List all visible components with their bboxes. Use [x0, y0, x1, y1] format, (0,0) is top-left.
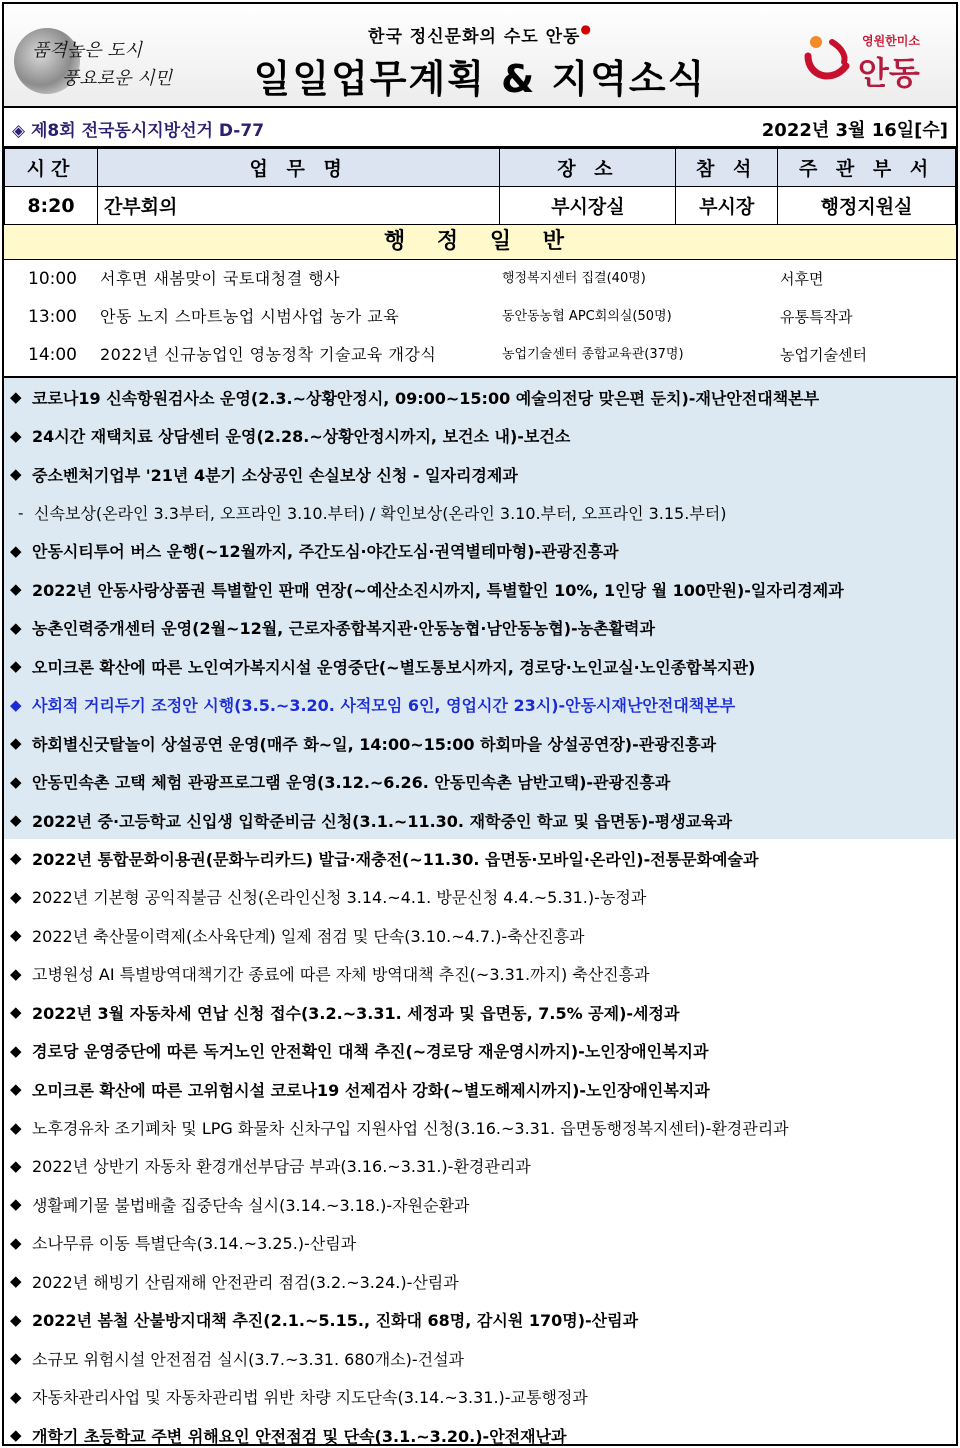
- slogan-line-2: 풍요로운 시민: [62, 68, 173, 89]
- diamond-bullet-icon: ◆: [10, 618, 22, 637]
- list-item: [4, 839, 956, 877]
- diamond-bullet-icon: ◆: [10, 1387, 22, 1406]
- notice-text: 안동민속촌 고택 체험 관광프로그램 운영(3.12.~6.26. 안동민속촌 남반고택)-관광진흥과: [32, 773, 671, 793]
- diamond-bullet-icon: ◆: [10, 388, 22, 407]
- list-item: [4, 647, 956, 685]
- list-item: [4, 1031, 956, 1069]
- notice-text: 신속보상(온라인 3.3부터, 오프라인 3.10.부터) / 확인보상(온라인 3.10.부터, 오프라인 3.15.부터): [34, 504, 727, 524]
- list-item: [4, 993, 956, 1031]
- notice-text: 2022년 기본형 공익직불금 신청(온라인신청 3.14.~4.1. 방문신청 4.4.~5.31.)-농정과: [32, 888, 647, 908]
- schedule-dept: 농업기술센터: [780, 346, 867, 364]
- schedule-place: 동안동농협 APC회의실(50명): [502, 309, 672, 324]
- list-item: [4, 1377, 956, 1415]
- list-item: [4, 1416, 956, 1446]
- diamond-bullet-icon: ◆: [10, 849, 22, 868]
- info-row: [4, 108, 956, 148]
- notice-text: 소규모 위험시설 안전점검 실시(3.7.~3.31. 680개소)-건설과: [32, 1349, 464, 1369]
- header-attendee: 참 석: [676, 149, 778, 187]
- list-item: [4, 609, 956, 647]
- diamond-bullet-icon: ◆: [10, 772, 22, 791]
- cell-time: 8:20: [5, 187, 98, 225]
- notice-text: 2022년 3월 자동차세 연납 신청 접수(3.2.~3.31. 세정과 및 읍면동, 7.5% 공제)-세정과: [32, 1003, 680, 1023]
- list-item: [4, 416, 956, 454]
- notice-text: 2022년 축산물이력제(소사육단계) 일제 점검 및 단속(3.10.~4.7.)-축산진흥과: [32, 926, 585, 946]
- diamond-bullet-icon: ◆: [10, 465, 22, 484]
- schedule-item: [4, 298, 956, 336]
- header: [4, 4, 956, 108]
- diamond-bullet-icon: ◆: [10, 964, 22, 983]
- diamond-bullet-icon: ◆: [10, 1003, 22, 1022]
- list-item: [4, 1108, 956, 1146]
- schedule-time: 14:00: [28, 345, 77, 365]
- list-item: [4, 724, 956, 762]
- notice-text: 경로당 운영중단에 따른 독거노인 안전확인 대책 추진(~경로당 재운영시까지)-노인장애인복지과: [32, 1042, 709, 1062]
- election-countdown: ◈ 제8회 전국동시지방선거 D-77: [12, 121, 265, 141]
- notice-text: 고병원성 AI 특별방역대책기간 종료에 따른 자체 방역대책 추진(~3.31.까지) 축산진흥과: [32, 965, 650, 985]
- notice-text: 24시간 재택치료 상담센터 운영(2.28.~상황안정시까지, 보건소 내)-보건소: [32, 427, 571, 447]
- red-dot-icon: ●: [580, 22, 592, 36]
- list-item: [4, 532, 956, 570]
- schedule-dept: 유통특작과: [780, 308, 853, 326]
- cell-place: 부시장실: [500, 187, 676, 225]
- list-item: [4, 378, 956, 416]
- schedule-task: 2022년 신규농업인 영농정착 기술교육 개강식: [100, 345, 437, 364]
- cell-dept: 행정지원실: [778, 187, 956, 225]
- notice-text: 자동차관리사업 및 자동차관리법 위반 차량 지도단속(3.14.~3.31.)-교통행정과: [32, 1388, 588, 1408]
- list-item: [4, 916, 956, 954]
- diamond-bullet-icon: ◆: [10, 887, 22, 906]
- diamond-bullet-icon: ◆: [10, 426, 22, 445]
- table-header-row: [5, 149, 956, 187]
- list-item: [4, 1147, 956, 1185]
- diamond-bullet-icon: ◆: [10, 580, 22, 599]
- diamond-bullet-icon: ◆: [10, 1233, 22, 1252]
- diamond-bullet-icon: ◆: [10, 926, 22, 945]
- schedule-place: 행정복지센터 집결(40명): [502, 271, 646, 286]
- slogan-line-1: 품격높은 도시: [32, 40, 143, 61]
- diamond-bullet-icon: ◆: [10, 1195, 22, 1214]
- diamond-bullet-icon: ◆: [10, 695, 22, 714]
- diamond-bullet-icon: ◆: [10, 1272, 22, 1291]
- list-item: [4, 1185, 956, 1223]
- list-item: [4, 1070, 956, 1108]
- notice-text: 노후경유차 조기폐차 및 LPG 화물차 신차구입 지원사업 신청(3.16.~3.31. 읍면동행정복지센터)-환경관리과: [32, 1119, 789, 1139]
- header-time: 시간: [5, 149, 98, 187]
- diamond-bullet-icon: ◆: [10, 541, 22, 560]
- schedule-dept: 서후면: [780, 270, 824, 288]
- dash-bullet-icon: -: [18, 503, 24, 522]
- notice-text: 오미크론 확산에 따른 노인여가복지시설 운영중단(~별도통보시까지, 경로당·노인교실·노인종합복지관): [32, 657, 756, 677]
- section-title: 행 정 일 반: [4, 224, 956, 260]
- diamond-bullet-icon: ◆: [10, 657, 22, 676]
- list-item: [4, 1262, 956, 1300]
- list-item: [4, 455, 956, 493]
- diamond-bullet-icon: ◆: [10, 1041, 22, 1060]
- header-task: 업 무 명: [97, 149, 500, 187]
- notice-text: 2022년 봄철 산불방지대책 추진(2.1.~5.15., 진화대 68명, 감시원 170명)-산림과: [32, 1311, 639, 1331]
- notice-text: 사회적 거리두기 조정안 시행(3.5.~3.20. 사적모임 6인, 영업시간 23시)-안동시재난안전대책본부: [32, 696, 736, 716]
- list-item: [4, 570, 956, 608]
- header-dept: 주 관 부 서: [778, 149, 956, 187]
- notice-list: [4, 378, 956, 1446]
- notice-text: 개학기 초등학교 주변 위해요인 안전점검 및 단속(3.1.~3.20.)-안전재난과: [32, 1426, 567, 1446]
- schedule-time: 10:00: [28, 269, 77, 289]
- document-frame: [2, 2, 958, 1446]
- subtitle-text: 한국 정신문화의 수도 안동: [368, 27, 581, 47]
- notice-text: 소나무류 이동 특별단속(3.14.~3.25.)-산림과: [32, 1234, 357, 1254]
- list-item: [4, 1301, 956, 1339]
- notice-text: 코로나19 신속항원검사소 운영(2.3.~상황안정시, 09:00~15:00 예술의전당 맞은편 둔치)-재난안전대책본부: [32, 388, 820, 408]
- diamond-bullet-icon: ◆: [10, 1156, 22, 1175]
- notice-text: 2022년 안동사랑상품권 특별할인 판매 연장(~예산소진시까지, 특별할인 10%, 1인당 월 100만원)-일자리경제과: [32, 580, 844, 600]
- diamond-bullet-icon: ◆: [10, 1426, 22, 1445]
- diamond-bullet-icon: ◆: [10, 734, 22, 753]
- notice-text: 2022년 해빙기 산림재해 안전관리 점검(3.2.~3.24.)-산림과: [32, 1272, 459, 1292]
- schedule-item: [4, 260, 956, 298]
- document-date: 2022년 3월 16일[수]: [761, 120, 948, 141]
- notice-text: 농촌인력중개센터 운영(2월~12월, 근로자종합복지관·안동농협·남안동농협)-농촌활력과: [32, 619, 655, 639]
- schedule-task: 안동 노지 스마트농업 시범사업 농가 교육: [100, 307, 400, 326]
- notice-text: 중소벤처기업부 '21년 4분기 소상공인 손실보상 신청 - 일자리경제과: [32, 465, 518, 485]
- notice-text: 2022년 중·고등학교 신입생 입학준비금 신청(3.1.~11.30. 재학중인 학교 및 읍면동)-평생교육과: [32, 811, 733, 831]
- brand-name: 안동: [858, 54, 920, 92]
- diamond-bullet-icon: ◆: [10, 1310, 22, 1329]
- list-item: [4, 955, 956, 993]
- schedule-time: 13:00: [28, 307, 77, 327]
- notice-text: 2022년 통합문화이용권(문화누리카드) 발급·재충전(~11.30. 읍면동·모바일·온라인)-전통문화예술과: [32, 849, 759, 869]
- list-item: [4, 801, 956, 839]
- brand-tagline: 영원한미소: [862, 34, 920, 48]
- table-row: [5, 187, 956, 225]
- list-item: [4, 1224, 956, 1262]
- header-place: 장 소: [500, 149, 676, 187]
- list-item: [4, 493, 956, 531]
- notice-text: 2022년 상반기 자동차 환경개선부담금 부과(3.16.~3.31.)-환경관리과: [32, 1157, 531, 1177]
- notice-text: 생활폐기물 불법배출 집중단속 실시(3.14.~3.18.)-자원순환과: [32, 1195, 470, 1215]
- cell-task: 간부회의: [97, 187, 500, 225]
- meeting-table: [4, 148, 956, 225]
- schedule-task: 서후면 새봄맞이 국토대청결 행사: [100, 269, 341, 288]
- notice-text: 오미크론 확산에 따른 고위험시설 코로나19 선제검사 강화(~별도해제시까지)-노인장애인복지과: [32, 1080, 710, 1100]
- diamond-bullet-icon: ◆: [10, 1080, 22, 1099]
- schedule-item: [4, 336, 956, 374]
- andong-logo: [802, 32, 942, 92]
- schedule-place: 농업기술센터 종합교육관(37명): [502, 347, 684, 362]
- notice-text: 안동시티투어 버스 운행(~12월까지, 주간도심·야간도심·권역별테마형)-관광진흥과: [32, 542, 619, 562]
- diamond-bullet-icon: ◆: [10, 1118, 22, 1137]
- page-title: 일일업무계획 & 지역소식: [253, 57, 707, 101]
- list-item: [4, 878, 956, 916]
- list-item: [4, 1339, 956, 1377]
- diamond-bullet-icon: ◆: [10, 811, 22, 830]
- list-item: [4, 762, 956, 800]
- schedule-list: [4, 260, 956, 378]
- smile-logo-icon: [802, 32, 854, 88]
- list-item: [4, 686, 956, 724]
- diamond-bullet-icon: ◆: [10, 1349, 22, 1368]
- notice-text: 하회별신굿탈놀이 상설공연 운영(매주 화~일, 14:00~15:00 하회마을 상설공연장)-관광진흥과: [32, 734, 717, 754]
- cell-attendee: 부시장: [676, 187, 778, 225]
